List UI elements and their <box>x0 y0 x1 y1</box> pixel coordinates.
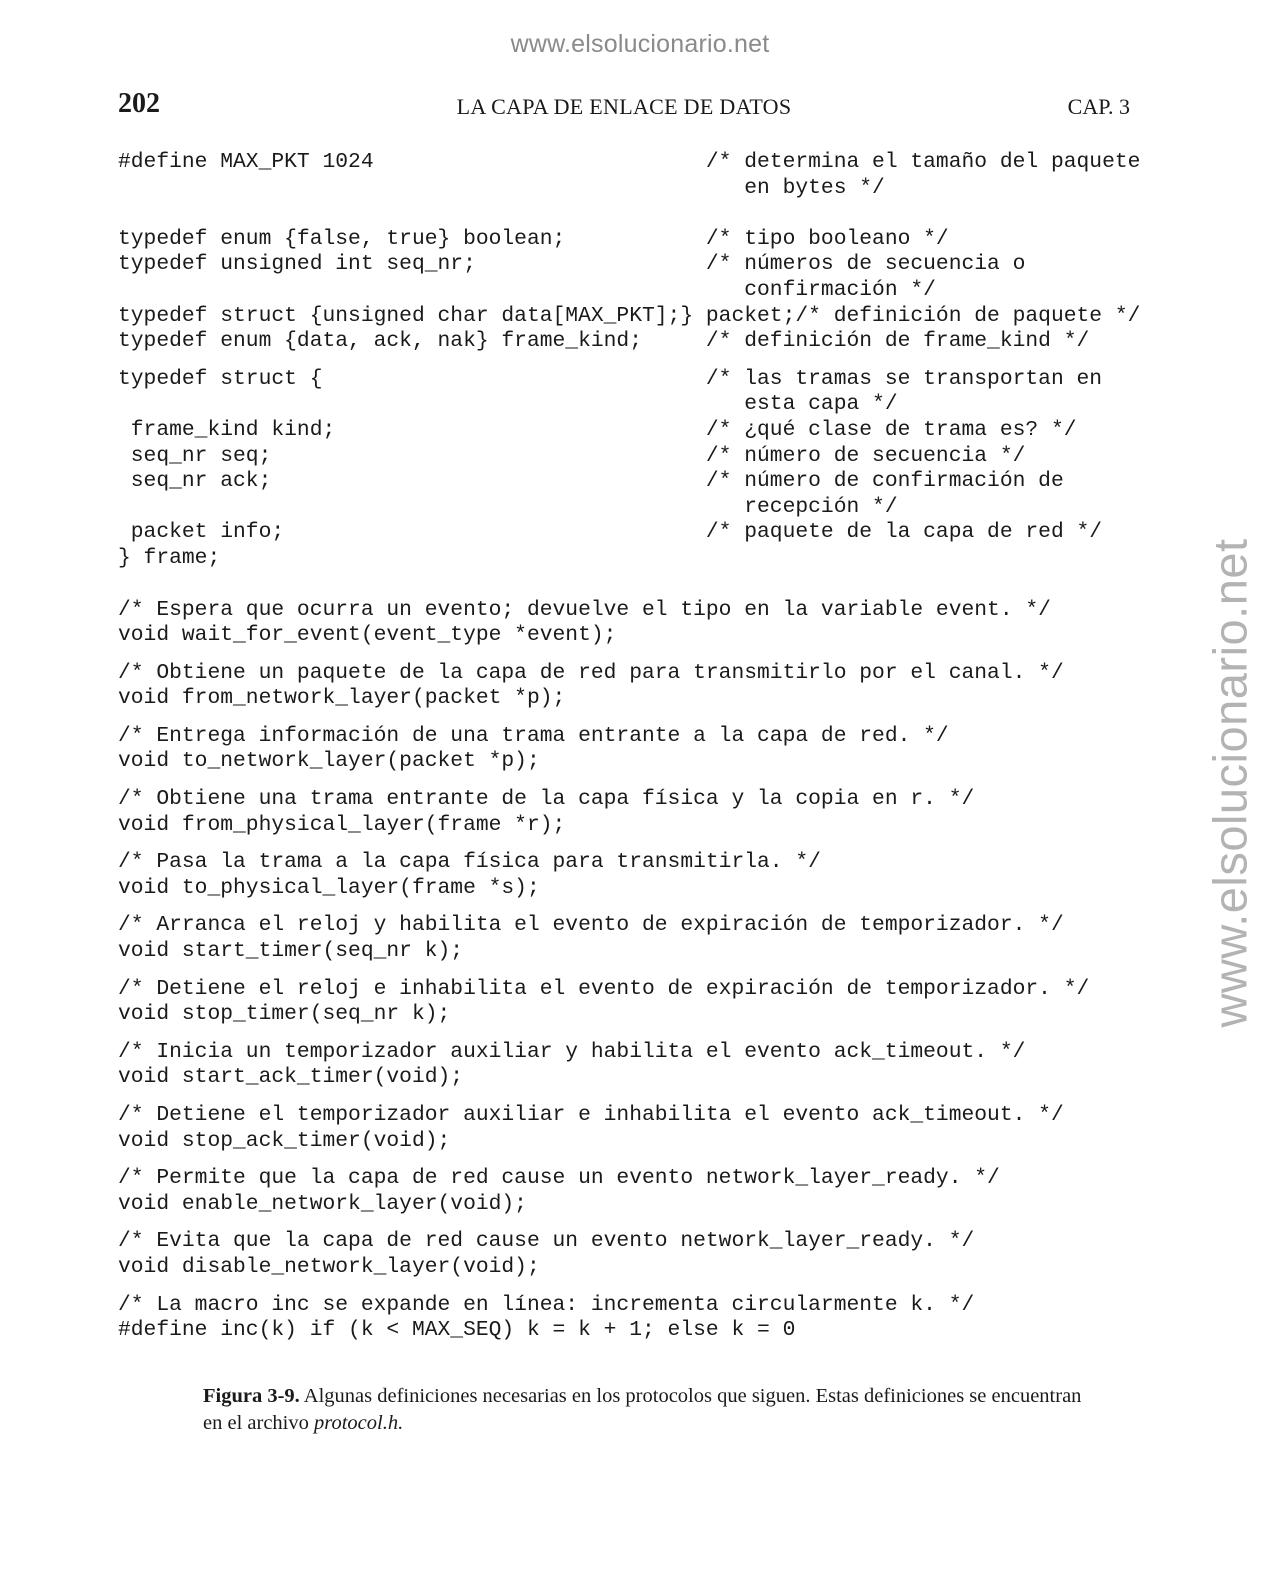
code-line: void start_ack_timer(void); <box>118 1065 464 1090</box>
figure-caption-text: Algunas definiciones necesarias en los protocolos que siguen. Estas definiciones se encuentran en el archivo <box>203 1385 1082 1434</box>
code-line: en bytes */ <box>118 175 885 200</box>
code-line: void from_network_layer(packet *p); <box>118 686 566 711</box>
code-comment: /* Entrega información de una trama entrante a la capa de red. */ <box>118 723 949 748</box>
code-line: recepción */ <box>118 494 898 519</box>
code-listing <box>118 150 1148 1344</box>
code-comment: /* Evita que la capa de red cause un evento network_layer_ready. */ <box>118 1229 975 1254</box>
code-line: typedef enum {false, true} boolean; /* tipo booleano */ <box>118 226 949 251</box>
code-line: void enable_network_layer(void); <box>118 1191 527 1216</box>
code-line: typedef enum {data, ack, nak} frame_kind; /* definición de frame_kind */ <box>118 329 1090 354</box>
code-line: void stop_ack_timer(void); <box>118 1128 451 1153</box>
watermark-top: www.elsolucionario.net <box>510 30 770 58</box>
code-line: void from_physical_layer(frame *r); <box>118 812 566 837</box>
code-comment: /* La macro inc se expande en línea: incrementa circularmente k. */ <box>118 1292 975 1317</box>
page-number: 202 <box>118 88 160 119</box>
code-line: seq_nr ack; /* número de confirmación de <box>118 469 1064 494</box>
code-line: #define inc(k) if (k < MAX_SEQ) k = k + 1; else k = 0 <box>118 1318 796 1343</box>
code-line: } frame; <box>118 545 221 570</box>
code-line: typedef struct { /* las tramas se transportan en <box>118 366 1103 391</box>
code-comment: /* Detiene el temporizador auxiliar e inhabilita el evento ack_timeout. */ <box>118 1103 1064 1127</box>
code-line: confirmación */ <box>118 277 936 302</box>
code-line: void to_physical_layer(frame *s); <box>118 875 540 900</box>
code-line: typedef struct {unsigned char data[MAX_PKT];} packet;/* definición de paquete */ <box>118 303 1141 328</box>
code-comment: /* Espera que ocurra un evento; devuelve el tipo en la variable event. */ <box>118 597 1051 622</box>
code-line-blank <box>118 201 1148 227</box>
figure-label: Figura 3-9. <box>203 1385 300 1407</box>
code-line: typedef unsigned int seq_nr; /* números de secuencia o <box>118 252 1026 277</box>
code-line: frame_kind kind; /* ¿qué clase de trama es? */ <box>118 417 1077 442</box>
code-line: void start_timer(seq_nr k); <box>118 939 464 964</box>
code-line: void wait_for_event(event_type *event); <box>118 623 617 648</box>
code-line: #define MAX_PKT 1024 /* determina el tamaño del paquete <box>118 150 1141 174</box>
code-line: packet info; /* paquete de la capa de red */ <box>118 520 1103 545</box>
figure-filename: protocol.h. <box>314 1412 404 1434</box>
code-line: void stop_timer(seq_nr k); <box>118 1002 451 1027</box>
code-comment: /* Pasa la trama a la capa física para transmitirla. */ <box>118 850 821 875</box>
code-line: esta capa */ <box>118 392 898 417</box>
watermark-side: www.elsolucionario.net <box>1203 538 1257 1028</box>
running-title: LA CAPA DE ENLACE DE DATOS <box>456 94 792 119</box>
code-comment: /* Obtiene una trama entrante de la capa física y la copia en r. */ <box>118 787 975 812</box>
page-header <box>118 88 1130 124</box>
code-comment: /* Obtiene un paquete de la capa de red para transmitirlo por el canal. */ <box>118 660 1064 685</box>
code-line: seq_nr seq; /* número de secuencia */ <box>118 443 1026 468</box>
code-line: void to_network_layer(packet *p); <box>118 749 540 774</box>
code-comment: /* Arranca el reloj y habilita el evento de expiración de temporizador. */ <box>118 913 1064 938</box>
figure-caption <box>203 1383 1083 1437</box>
code-comment: /* Inicia un temporizador auxiliar y habilita el evento ack_timeout. */ <box>118 1039 1026 1064</box>
code-comment: /* Detiene el reloj e inhabilita el evento de expiración de temporizador. */ <box>118 976 1090 1001</box>
chapter-label: CAP. 3 <box>1067 94 1130 119</box>
code-line: void disable_network_layer(void); <box>118 1254 540 1279</box>
code-comment: /* Permite que la capa de red cause un evento network_layer_ready. */ <box>118 1166 1000 1191</box>
